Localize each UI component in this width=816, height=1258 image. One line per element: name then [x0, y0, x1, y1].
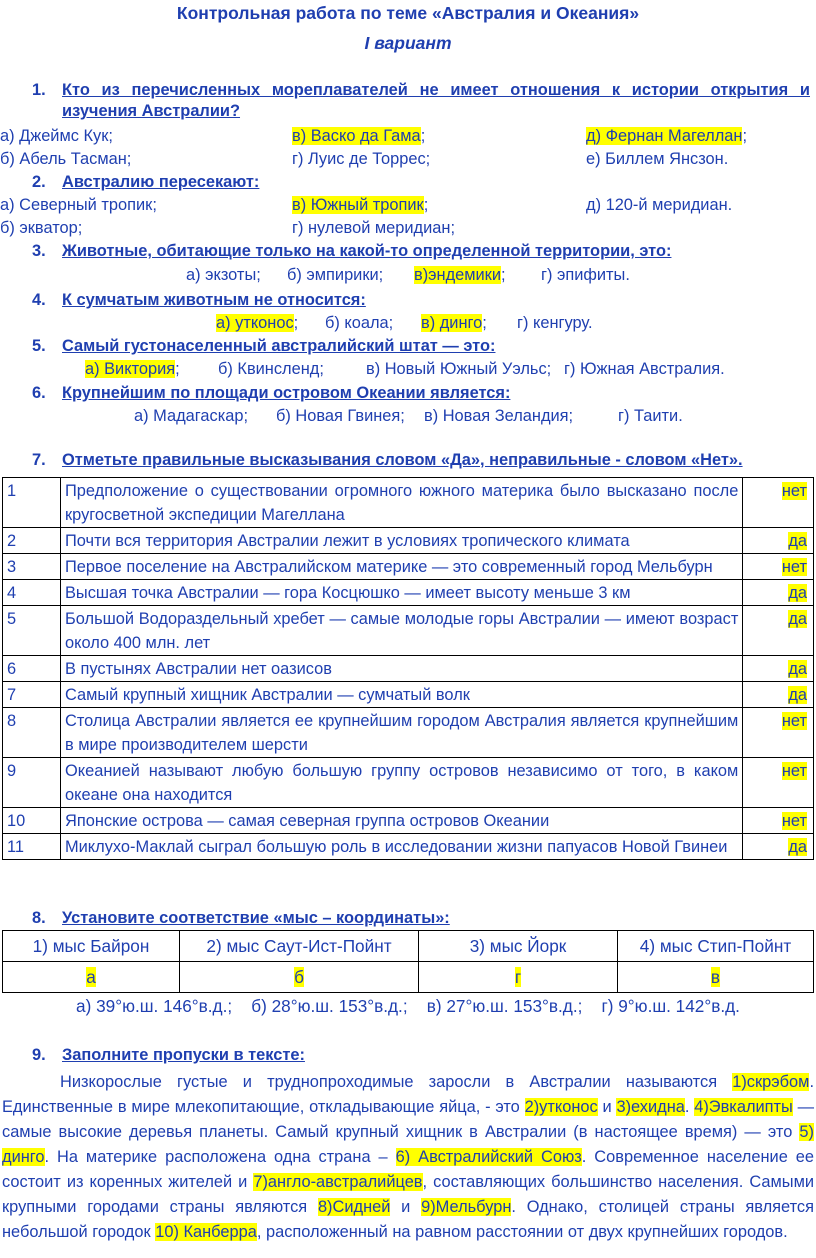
q2-option-g: г) нулевой меридиан;	[292, 219, 456, 237]
cape-answer-2: б	[180, 962, 419, 993]
q2-option-d: д) 120-й меридиан.	[586, 196, 733, 214]
q6-number: 6.	[32, 384, 46, 402]
q1-text-line2: изучения Австралии?	[62, 102, 241, 120]
q7-text: Отметьте правильные высказывания словом «Да», неправильные - словом «Нет».	[62, 451, 743, 469]
blank-3: 3)ехидна	[616, 1098, 685, 1116]
q3-option-g: г) эпифиты.	[541, 266, 630, 284]
table-row	[3, 808, 814, 834]
answer-cell	[743, 478, 814, 528]
table-row	[3, 708, 814, 758]
table-row	[3, 580, 814, 606]
q1-option-v: в) Васко да Гама;	[292, 127, 426, 145]
answer-cell	[743, 682, 814, 708]
q6-option-g: г) Таити.	[618, 407, 683, 425]
q5-number: 5.	[32, 337, 46, 355]
statement-text: Океанией называют любую большую группу островов независимо от того, в каком океане она находится	[61, 758, 743, 808]
blank-6: 6) Австралийский Союз	[395, 1148, 582, 1166]
answer-cell	[743, 580, 814, 606]
q9-number: 9.	[32, 1046, 46, 1064]
answer-text: нет	[781, 812, 807, 830]
q2-option-b: б) экватор;	[0, 219, 83, 237]
blank-10: 10) Канберра	[155, 1223, 257, 1241]
q5-option-a: а) Виктория;	[85, 360, 180, 378]
q2-option-a: а) Северный тропик;	[0, 196, 157, 214]
statement-text: Японские острова — самая северная группа островов Океании	[61, 808, 743, 834]
blank-4: 4)Эвкалипты	[694, 1098, 793, 1116]
answer-text: нет	[781, 762, 807, 780]
q1-option-b: б) Абель Тасман;	[0, 150, 132, 168]
cape-answer-3: г	[419, 962, 618, 993]
statement-text: Самый крупный хищник Австралии — сумчатый волк	[61, 682, 743, 708]
blank-5: 5) динго	[2, 1123, 814, 1166]
table-row	[3, 528, 814, 554]
q6-option-b: б) Новая Гвинея;	[276, 407, 405, 425]
cape-answer-4: в	[618, 962, 814, 993]
table-row	[3, 606, 814, 656]
answer-text: да	[788, 532, 807, 550]
q4-number: 4.	[32, 291, 46, 309]
blank-8: 8)Сидней	[317, 1198, 391, 1216]
statement-text: Высшая точка Австралии — гора Косцюшко — имеет высоту меньше 3 км	[61, 580, 743, 606]
blank-1: 1)скрэбом	[732, 1073, 810, 1091]
row-number: 4	[3, 580, 61, 606]
row-number: 8	[3, 708, 61, 758]
q4-option-g: г) кенгуру.	[517, 314, 593, 332]
q9-text: Заполните пропуски в тексте:	[62, 1046, 305, 1064]
answer-text: нет	[781, 712, 807, 730]
q3-option-b: б) эмпирики;	[287, 266, 384, 284]
q1-option-d: д) Фернан Магеллан;	[586, 127, 748, 145]
answer-cell	[743, 554, 814, 580]
row-number: 7	[3, 682, 61, 708]
statement-text: Большой Водораздельный хребет — самые молодые горы Австралии — имеют возраст около 400 млн. лет	[61, 606, 743, 656]
row-number: 9	[3, 758, 61, 808]
table-row	[3, 834, 814, 860]
cape-header-3: 3) мыс Йорк	[419, 931, 618, 962]
q6-option-v: в) Новая Зеландия;	[424, 407, 574, 425]
cape-header-1: 1) мыс Байрон	[3, 931, 180, 962]
answer-text: нет	[781, 482, 807, 500]
q1-option-g: г) Луис де Торрес;	[292, 150, 431, 168]
table-row	[3, 758, 814, 808]
answer-text: да	[788, 584, 807, 602]
blank-2: 2)утконос	[524, 1098, 598, 1116]
q3-option-a: а) экзоты;	[186, 266, 261, 284]
table-row	[3, 682, 814, 708]
q3-text: Животные, обитающие только на какой-то определенной территории, это:	[62, 242, 672, 260]
q1-option-a: а) Джеймс Кук;	[0, 127, 113, 145]
q4-option-b: б) коала;	[325, 314, 394, 332]
row-number: 10	[3, 808, 61, 834]
row-number: 3	[3, 554, 61, 580]
answer-text: нет	[781, 558, 807, 576]
q2-option-v: в) Южный тропик;	[292, 196, 429, 214]
q8-text: Установите соответствие «мыс – координаты»:	[62, 909, 450, 927]
row-number: 1	[3, 478, 61, 528]
q6-option-a: а) Мадагаскар;	[134, 407, 249, 425]
statement-text: В пустынях Австралии нет оазисов	[61, 656, 743, 682]
cape-header-2: 2) мыс Саут-Ист-Пойнт	[180, 931, 419, 962]
q5-option-v: в) Новый Южный Уэльс;	[366, 360, 552, 378]
answer-cell	[743, 808, 814, 834]
q1-option-e: е) Биллем Янсзон.	[586, 150, 729, 168]
statement-text: Миклухо-Маклай сыграл большую роль в исследовании жизни папуасов Новой Гвинеи	[61, 834, 743, 860]
q5-option-b: б) Квинсленд;	[218, 360, 324, 378]
cape-header-4: 4) мыс Стип-Пойнт	[618, 931, 814, 962]
table-row	[3, 478, 814, 528]
statement-text: Столица Австралии является ее крупнейшим городом Австралия является крупнейшим в мире производителем шерсти	[61, 708, 743, 758]
blank-7: 7)англо-австралийцев	[253, 1173, 423, 1191]
row-number: 11	[3, 834, 61, 860]
q4-option-v: в) динго;	[421, 314, 487, 332]
q1-text-line1: Кто из перечисленных мореплавателей не имеет отношения к истории открытия и	[62, 81, 810, 99]
q7-number: 7.	[32, 451, 46, 469]
q2-number: 2.	[32, 173, 46, 191]
statement-text: Почти вся территория Австралии лежит в условиях тропического климата	[61, 528, 743, 554]
q4-text: К сумчатым животным не относится:	[62, 291, 366, 309]
q4-option-a: а) утконос;	[216, 314, 299, 332]
q8-number: 8.	[32, 909, 46, 927]
statement-text: Предположение о существовании огромного южного материка было высказано после кругосветной экспедиции Магеллана	[61, 478, 743, 528]
row-number: 6	[3, 656, 61, 682]
statement-text: Первое поселение на Австралийском материке — это современный город Мельбурн	[61, 554, 743, 580]
q3-number: 3.	[32, 242, 46, 260]
answer-cell	[743, 758, 814, 808]
blank-9: 9)Мельбурн	[421, 1198, 512, 1216]
answer-cell	[743, 834, 814, 860]
q7-table	[2, 477, 814, 860]
answer-text: да	[788, 838, 807, 856]
answer-text: да	[788, 660, 807, 678]
q3-option-v: в)эндемики;	[414, 266, 506, 284]
table-row	[3, 554, 814, 580]
q8-coordinate-options: а) 39°ю.ш. 146°в.д.; б) 28°ю.ш. 153°в.д.; в) 27°ю.ш. 153°в.д.; г) 9°ю.ш. 142°в.д.	[76, 996, 740, 1016]
q9-paragraph: Низкорослые густые и труднопроходимые заросли в Австралии называются 1)скрэбом. Единственные в мире млекопитающие, откладывающие яйца, - это 2)утконос и 3)ехидна. 4)Эвкалипты — самые высокие деревья планеты. Самый крупный хищник в Австралии (в настоящее время) — это 5) динго. На материке расположена одна страна – 6) Австралийский Союз. Современное население ее состоит из коренных жителей и 7)англо-австралийцев, составляющих большинство населения. Самыми крупными городами страны являются 8)Сидней и 9)Мельбурн. Однако, столицей страны является небольшой городок 10) Канберра, расположенный на равном расстоянии от двух крупнейших городов.	[2, 1073, 815, 1241]
q2-text: Австралию пересекают:	[62, 173, 260, 191]
cape-answer-1: а	[3, 962, 180, 993]
answer-text: да	[788, 610, 807, 628]
q1-number: 1.	[32, 81, 46, 99]
variant-subtitle: I вариант	[364, 33, 452, 53]
answer-cell	[743, 606, 814, 656]
answer-text: да	[788, 686, 807, 704]
q8-table	[2, 930, 814, 993]
page-title: Контрольная работа по теме «Австралия и Океания»	[176, 3, 640, 23]
row-number: 2	[3, 528, 61, 554]
q6-text: Крупнейшим по площади островом Океании является:	[62, 384, 511, 402]
q5-text: Самый густонаселенный австралийский штат — это:	[62, 337, 496, 355]
row-number: 5	[3, 606, 61, 656]
answer-cell	[743, 656, 814, 682]
table-row	[3, 656, 814, 682]
q5-option-g: г) Южная Австралия.	[564, 360, 725, 378]
answer-cell	[743, 528, 814, 554]
answer-cell	[743, 708, 814, 758]
